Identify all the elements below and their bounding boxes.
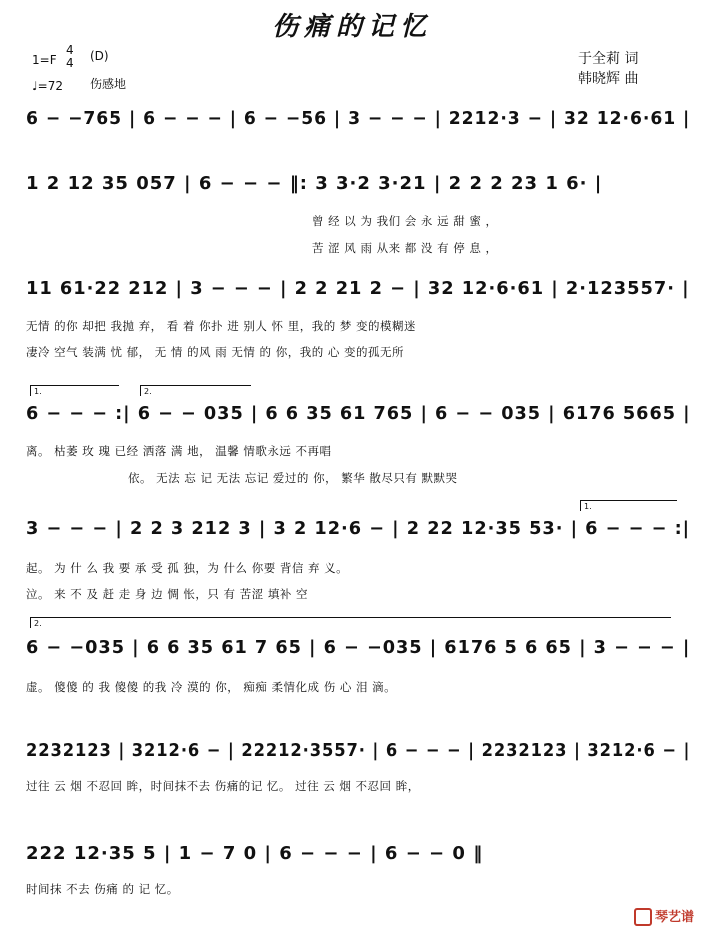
lyric-row-6-verse-1: 虚。 傻傻 的 我 傻傻 的我 冷 漠的 你， 痴痴 柔情化成 伤 心 泪 滴。 [26,680,397,694]
time-signature [66,44,74,70]
volta-second-number: 2. [144,387,152,396]
key-note: (D) [90,49,109,63]
notation-row-3: 11 61·22 212 | 3 − − − | 2 2 21 2 − | 32 12·6·61 | 2·123557· | [26,278,690,299]
notation-row-1: 6 − −765 | 6 − − − | 6 − −56 | 3 − − − | 2212·3 − | 32 12·6·61 | [26,108,691,129]
lyric-row-3-verse-1: 无情 的你 却把 我抛 弃， 看 着 你扑 进 别人 怀 里，我的 梦 变的模糊迷 [26,319,417,333]
lyric-row-2-verse-2: 苦 涩 风 雨 从来 都 没 有 停 息 ， [312,241,498,255]
volta-second-number-2: 2. [34,619,42,628]
notation-row-6: 6 − −035 | 6 6 35 61 7 65 | 6 − −035 | 6176 5 6 65 | 3 − − − | [26,637,691,658]
lyric-row-2-verse-1: 曾 经 以 为 我们 会 永 远 甜 蜜 ， [312,214,498,228]
time-numerator: 4 [66,43,74,57]
key-label: 1=F [32,53,57,67]
volta-first-number-2: 1. [584,502,592,511]
page-title: 伤痛的记忆 [271,12,432,42]
volta-second-bracket-2 [30,617,671,628]
tempo-mark: ♩=72 [32,79,63,93]
volta-first-bracket-2 [580,500,677,511]
notation-row-2: 1 2 12 35 057 | 6 − − − ‖: 3 3·2 3·21 | 2 2 2 23 1 6· | [26,173,603,194]
lyric-row-5-verse-1: 起。 为 什 么 我 要 承 受 孤 独，为 什么 你要 背信 弃 义。 [26,561,349,575]
lyric-row-3-verse-2: 凄冷 空气 装满 忧 郁， 无 情 的风 雨 无情 的 你，我的 心 变的孤无所 [26,345,405,359]
time-denominator: 4 [66,56,74,70]
notation-row-8: 222 12·35 5 | 1 − 7 0 | 6 − − − | 6 − − 0 ‖ [26,843,484,864]
volta-second-bracket [140,385,251,396]
notation-row-5: 3 − − − | 2 2 3 212 3 | 3 2 12·6 − | 2 22 12·35 53· | 6 − − − :| [26,518,691,539]
lyric-row-8-verse-1: 时间抹 不去 伤痛 的 记 忆。 [26,882,179,896]
volta-first-bracket [30,385,119,396]
watermark-logo-icon [634,908,652,926]
watermark [634,906,694,927]
mood-mark: 伤感地 [90,77,127,91]
lyric-row-7-verse-1: 过往 云 烟 不忍回 眸，时间抹不去 伤痛的记 忆。 过往 云 烟 不忍回 眸， [26,779,420,793]
watermark-text: 琴艺谱 [654,909,694,925]
composer-credit: 韩晓辉 曲 [578,71,639,87]
lyric-row-4-verse-1: 离。 枯萎 玫 瑰 已经 洒落 满 地， 温馨 情歌永远 不再唱 [26,444,332,458]
lyricist-credit: 于全莉 词 [578,51,639,67]
notation-row-4: 6 − − − :| 6 − − 035 | 6 6 35 61 765 | 6 − − 035 | 6176 5665 | [26,403,691,424]
lyric-row-4-verse-2: 依。 无法 忘 记 无法 忘记 爱过的 你， 繁华 散尽只有 默默哭 [128,471,458,485]
volta-first-number: 1. [34,387,42,396]
key-signature [32,53,57,67]
notation-row-7: 2232123 | 3212·6 − | 22212·3557· | 6 − − − | 2232123 | 3212·6 − | [26,740,691,761]
lyric-row-5-verse-2: 泣。 来 不 及 赶 走 身 边 惆 怅，只 有 苦涩 填补 空 [26,587,309,601]
